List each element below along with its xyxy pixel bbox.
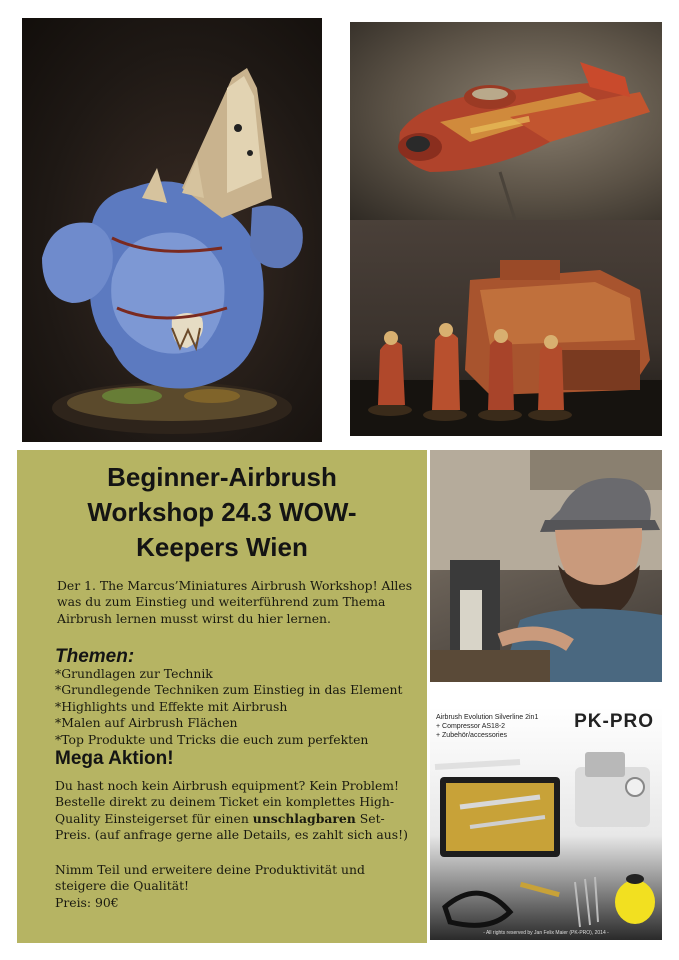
closing-line: Nimm Teil und erweitere deine Produktivität und steigere die Qualität! [55, 862, 365, 894]
offer-text [55, 778, 417, 844]
product-illustration [430, 707, 662, 940]
workshop-intro: Der 1. The Marcus’Miniatures Airbrush Workshop! Alles was du zum Einstieg und weiterführend zum Thema Airbrush lernen musst wirst du hier lernen. [57, 578, 413, 626]
gunship-illustration [350, 22, 662, 220]
miniature-tank-photo [350, 220, 662, 436]
theme-item: *Highlights und Effekte mit Airbrush [55, 698, 288, 714]
tank-illustration [350, 220, 662, 436]
pk-pro-logo: PK-PRO [574, 711, 654, 732]
offer-text-bold: unschlagbaren [252, 810, 356, 826]
themes-list [55, 666, 420, 748]
monster-illustration [22, 18, 322, 442]
closing-text [55, 862, 417, 911]
workshop-info-panel [17, 450, 427, 943]
airbrush-artist-photo [430, 450, 662, 682]
theme-item: *Grundlegende Techniken zum Einstieg in das Element [55, 682, 403, 698]
ad-line: Airbrush Evolution Silverline 2in1 [436, 714, 539, 721]
workshop-title: Beginner-Airbrush Workshop 24.3 WOW-Keepers Wien [87, 462, 357, 562]
offer-text-before: Du hast noch kein Airbrush equipment? Kein Problem! Bestelle direkt zu deinem Ticket ein komplettes High-Quality Einsteigerset für einen [55, 778, 400, 826]
ad-copyright: - All rights reserved by Jan Felix Maier (PK-PRO), 2014 - [483, 930, 609, 936]
pk-pro-product-ad [430, 707, 662, 940]
miniature-gunship-photo [350, 22, 662, 220]
miniature-monster-photo [22, 18, 322, 442]
theme-item: *Top Produkte und Tricks die euch zum perfekten [55, 731, 369, 747]
mega-offer-heading: Mega Aktion! [55, 748, 174, 769]
ad-line: + Zubehör/accessories [436, 732, 508, 739]
theme-item: *Grundlagen zur Technik [55, 666, 213, 681]
price-line: Preis: 90€ [55, 894, 119, 910]
artist-illustration [430, 450, 662, 682]
ad-line: + Compressor AS18-2 [436, 723, 506, 730]
theme-item: *Malen auf Airbrush Flächen [55, 715, 238, 731]
offer-text-after: Set-Preis. (auf anfrage gerne alle Details, es zahlt sich aus!) [55, 810, 408, 843]
themes-heading: Themen: [55, 646, 135, 667]
